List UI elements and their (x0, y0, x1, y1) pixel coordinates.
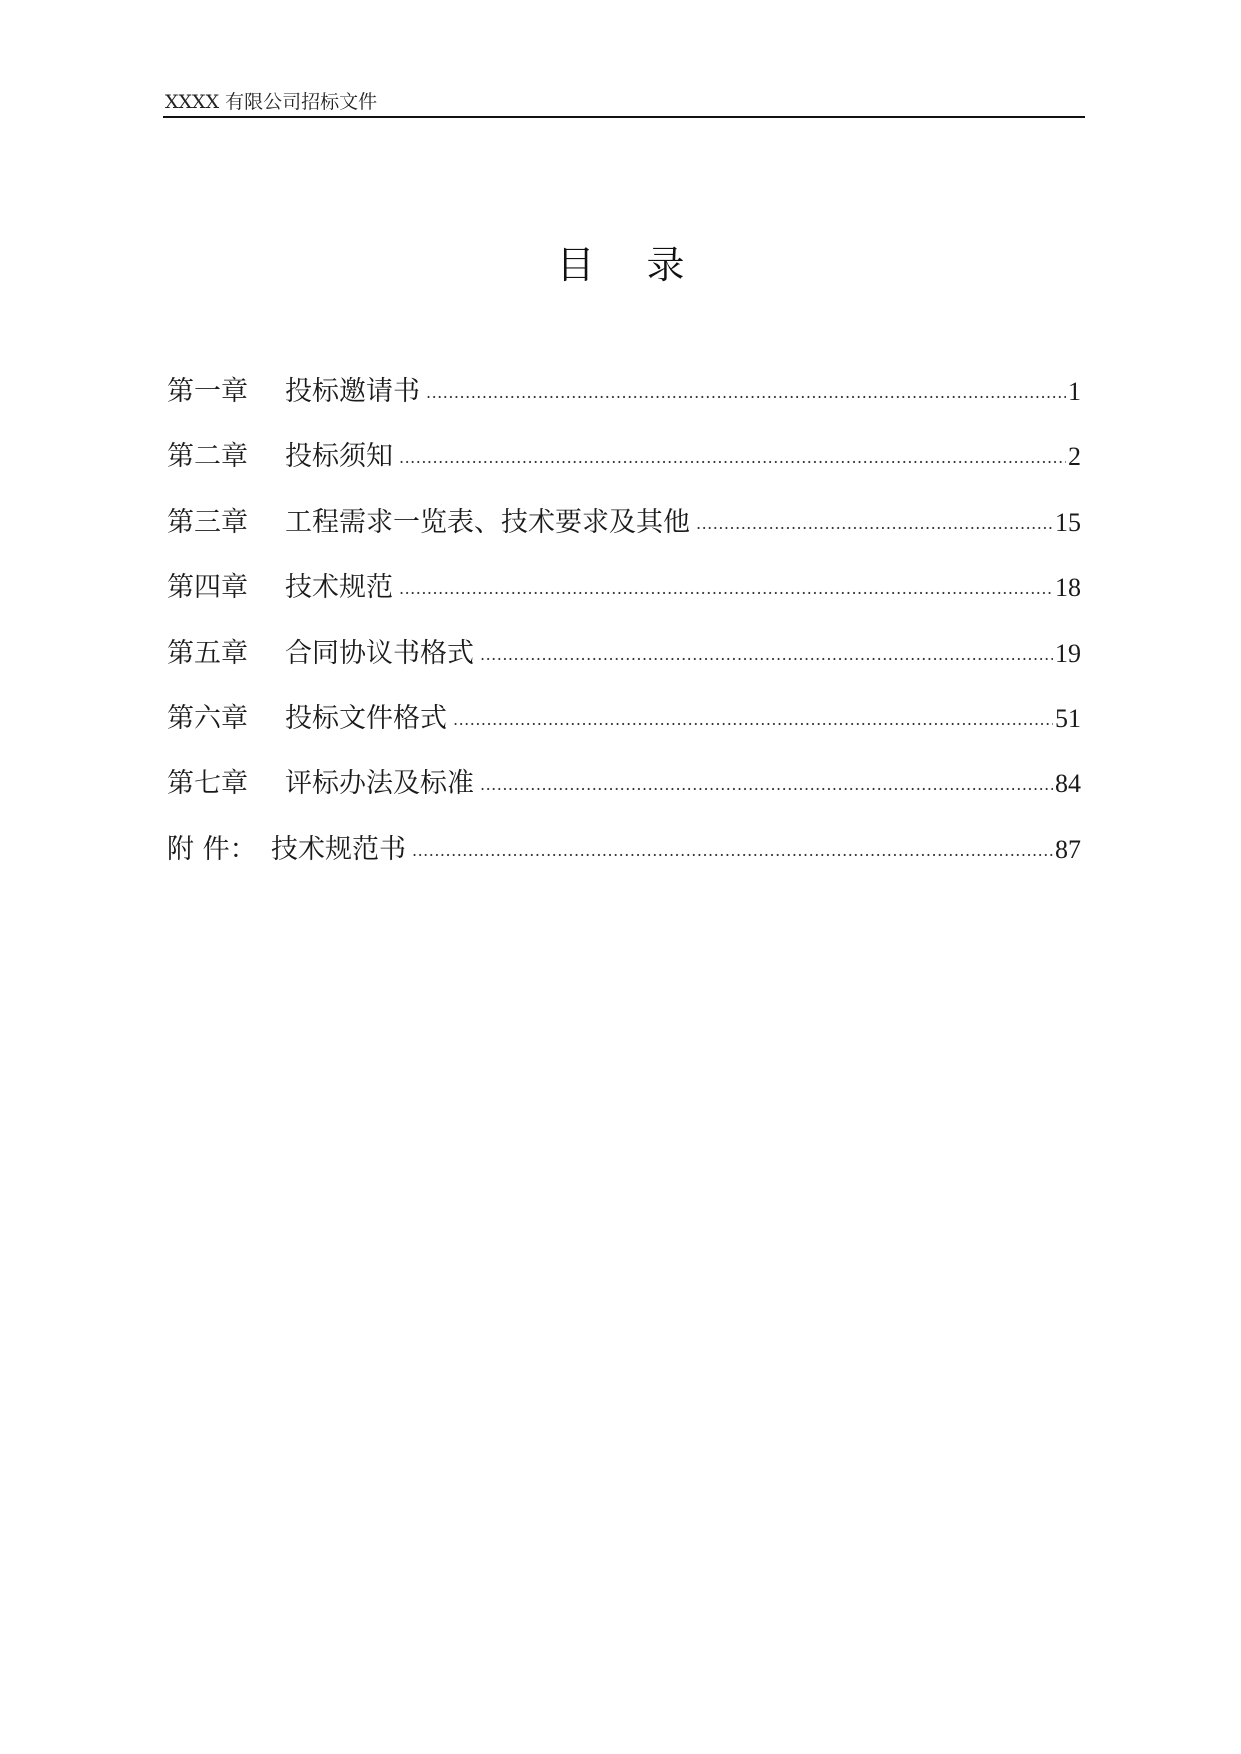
header-title: XXXX 有限公司招标文件 (165, 91, 378, 113)
toc-entry-title: 投标邀请书 (285, 376, 420, 407)
toc-leader-dots (453, 703, 1053, 737)
toc-page-number: 2 (1068, 442, 1081, 472)
toc-leader-dots (480, 768, 1053, 802)
toc-entry-title: 合同协议书格式 (285, 637, 474, 669)
toc-leader-dots (480, 638, 1053, 672)
toc-chapter-number: 第三章 (167, 506, 248, 538)
toc-leader-dots (412, 834, 1053, 868)
toc-page-number: 87 (1055, 834, 1081, 864)
toc-entry-title: 投标文件格式 (285, 702, 447, 734)
toc-page-number: 51 (1055, 703, 1081, 733)
page-header (163, 88, 1085, 118)
toc-entry[interactable] (167, 637, 1081, 702)
toc-entry-title: 评标办法及标准 (285, 768, 474, 800)
toc-entry[interactable] (167, 375, 1081, 440)
toc-appendix-label: 附 件： (167, 833, 257, 865)
toc-chapter-number: 第一章 (167, 376, 248, 407)
toc-entry[interactable] (167, 506, 1081, 571)
toc-heading (0, 241, 1241, 289)
toc-leader-dots (399, 441, 1066, 475)
toc-entry-title: 技术规范 (285, 572, 393, 604)
toc-chapter-number: 第六章 (167, 702, 248, 734)
toc-entry-title: 技术规范书 (271, 833, 406, 865)
toc-entry-appendix[interactable] (167, 833, 1081, 898)
toc-heading-char-1: 目 (556, 243, 595, 287)
toc-page-number: 84 (1055, 769, 1081, 799)
toc-entry[interactable] (167, 702, 1081, 767)
toc-entry[interactable] (167, 571, 1081, 636)
toc-heading-char-2: 录 (646, 243, 685, 287)
toc-entry[interactable] (167, 767, 1081, 832)
toc-leader-dots (399, 572, 1053, 606)
toc-chapter-number: 第五章 (167, 637, 248, 669)
toc-page-number: 15 (1055, 507, 1081, 537)
toc-list (167, 375, 1081, 898)
toc-page-number: 19 (1055, 638, 1081, 668)
toc-entry-title: 工程需求一览表、技术要求及其他 (285, 506, 690, 538)
header-rule (163, 116, 1085, 118)
toc-entry-title: 投标须知 (285, 441, 393, 473)
toc-leader-dots (426, 376, 1066, 410)
toc-page-number: 18 (1055, 573, 1081, 603)
toc-chapter-number: 第四章 (167, 572, 248, 604)
toc-page-number: 1 (1068, 377, 1081, 406)
toc-leader-dots (696, 507, 1053, 541)
toc-entry[interactable] (167, 440, 1081, 505)
toc-chapter-number: 第七章 (167, 768, 248, 800)
toc-chapter-number: 第二章 (167, 441, 248, 473)
